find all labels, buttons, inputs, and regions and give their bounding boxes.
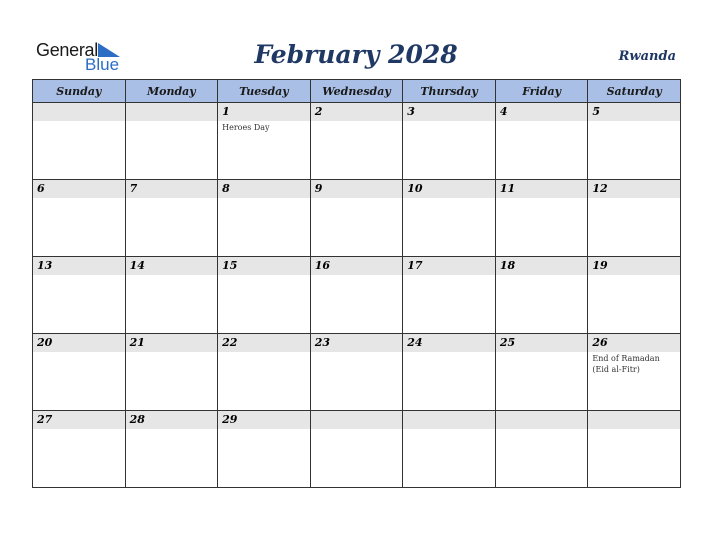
holiday-label: [588, 121, 680, 122]
day-number: 15: [218, 257, 310, 275]
holiday-label: [126, 198, 218, 199]
logo-general-text: General: [36, 40, 98, 60]
day-cell: [218, 411, 311, 488]
weekday-header-row: [33, 80, 681, 103]
holiday-label: [126, 429, 218, 430]
weekday-header: Thursday: [403, 80, 496, 103]
holiday-label: [496, 352, 588, 353]
day-number: [496, 411, 588, 429]
holiday-label: [403, 275, 495, 276]
holiday-label: [588, 429, 680, 430]
day-number: 5: [588, 103, 680, 121]
weekday-header: Saturday: [588, 80, 681, 103]
week-row: [33, 180, 681, 257]
day-cell: [125, 103, 218, 180]
day-number: 23: [311, 334, 403, 352]
holiday-label: [588, 275, 680, 276]
holiday-label: [403, 352, 495, 353]
country-name: Rwanda: [618, 49, 676, 64]
day-cell: [218, 257, 311, 334]
day-cell: [403, 103, 496, 180]
holiday-label: [496, 275, 588, 276]
day-cell: [403, 180, 496, 257]
day-number: 4: [496, 103, 588, 121]
holiday-label: [496, 198, 588, 199]
weekday-header: Sunday: [33, 80, 126, 103]
day-number: 27: [33, 411, 125, 429]
weekday-header: Monday: [125, 80, 218, 103]
holiday-label: [496, 429, 588, 430]
day-cell: [125, 180, 218, 257]
day-number: 13: [33, 257, 125, 275]
day-cell: [310, 257, 403, 334]
day-number: 6: [33, 180, 125, 198]
day-cell: [310, 103, 403, 180]
week-row: [33, 334, 681, 411]
day-number: 29: [218, 411, 310, 429]
day-cell: [125, 411, 218, 488]
day-number: 9: [311, 180, 403, 198]
day-number: 10: [403, 180, 495, 198]
week-row: [33, 103, 681, 180]
day-number: [126, 103, 218, 121]
day-cell: [588, 180, 681, 257]
day-number: 7: [126, 180, 218, 198]
day-cell: [403, 411, 496, 488]
day-cell: [588, 411, 681, 488]
calendar-grid: [32, 79, 681, 488]
day-cell: [495, 103, 588, 180]
holiday-label: [33, 352, 125, 353]
day-cell: [310, 180, 403, 257]
day-cell: [218, 180, 311, 257]
day-number: 18: [496, 257, 588, 275]
holiday-label: [311, 429, 403, 430]
day-number: 20: [33, 334, 125, 352]
holiday-label: [126, 275, 218, 276]
weekday-header: Friday: [495, 80, 588, 103]
weekday-header: Tuesday: [218, 80, 311, 103]
day-number: [588, 411, 680, 429]
day-number: 1: [218, 103, 310, 121]
day-cell: [495, 411, 588, 488]
day-cell: [125, 334, 218, 411]
day-number: 14: [126, 257, 218, 275]
day-number: [311, 411, 403, 429]
day-cell: [403, 257, 496, 334]
day-number: 2: [311, 103, 403, 121]
day-cell: [218, 103, 311, 180]
holiday-label: [33, 198, 125, 199]
holiday-label: [218, 429, 310, 430]
day-cell: [310, 334, 403, 411]
holiday-label: [218, 275, 310, 276]
holiday-label: [311, 121, 403, 122]
day-cell: [495, 180, 588, 257]
day-cell: [588, 257, 681, 334]
holiday-label: [403, 121, 495, 122]
holiday-label: [403, 429, 495, 430]
day-cell: [33, 257, 126, 334]
holiday-label: [33, 121, 125, 122]
day-number: 26: [588, 334, 680, 352]
day-number: 22: [218, 334, 310, 352]
day-cell: [33, 411, 126, 488]
holiday-label: [218, 352, 310, 353]
day-cell: [495, 257, 588, 334]
holiday-label: [496, 121, 588, 122]
day-number: 11: [496, 180, 588, 198]
day-number: 12: [588, 180, 680, 198]
holiday-label: [311, 352, 403, 353]
holiday-label: [403, 198, 495, 199]
day-number: 8: [218, 180, 310, 198]
holiday-label: [311, 198, 403, 199]
day-cell: [588, 334, 681, 411]
day-cell: [33, 180, 126, 257]
logo-blue-text: Blue: [85, 55, 120, 74]
day-number: 21: [126, 334, 218, 352]
day-cell: [495, 334, 588, 411]
holiday-label: End of Ramadan (Eid al-Fitr): [592, 354, 660, 374]
day-cell: [403, 334, 496, 411]
holiday-label: [588, 198, 680, 199]
day-cell: [310, 411, 403, 488]
day-cell: [125, 257, 218, 334]
day-number: 16: [311, 257, 403, 275]
holiday-label: [126, 352, 218, 353]
holiday-label: Heroes Day: [222, 123, 270, 132]
day-cell: [218, 334, 311, 411]
week-row: [33, 257, 681, 334]
weekday-header: Wednesday: [310, 80, 403, 103]
day-number: 24: [403, 334, 495, 352]
holiday-label: [33, 429, 125, 430]
day-cell: [588, 103, 681, 180]
calendar-title: February 2028: [254, 40, 458, 69]
holiday-label: [311, 275, 403, 276]
week-row: [33, 411, 681, 488]
day-number: 3: [403, 103, 495, 121]
day-cell: [33, 334, 126, 411]
day-number: [33, 103, 125, 121]
holiday-label: [218, 198, 310, 199]
holiday-label: [33, 275, 125, 276]
holiday-label: [126, 121, 218, 122]
day-cell: [33, 103, 126, 180]
day-number: 28: [126, 411, 218, 429]
day-number: 17: [403, 257, 495, 275]
day-number: [403, 411, 495, 429]
day-number: 19: [588, 257, 680, 275]
day-number: 25: [496, 334, 588, 352]
